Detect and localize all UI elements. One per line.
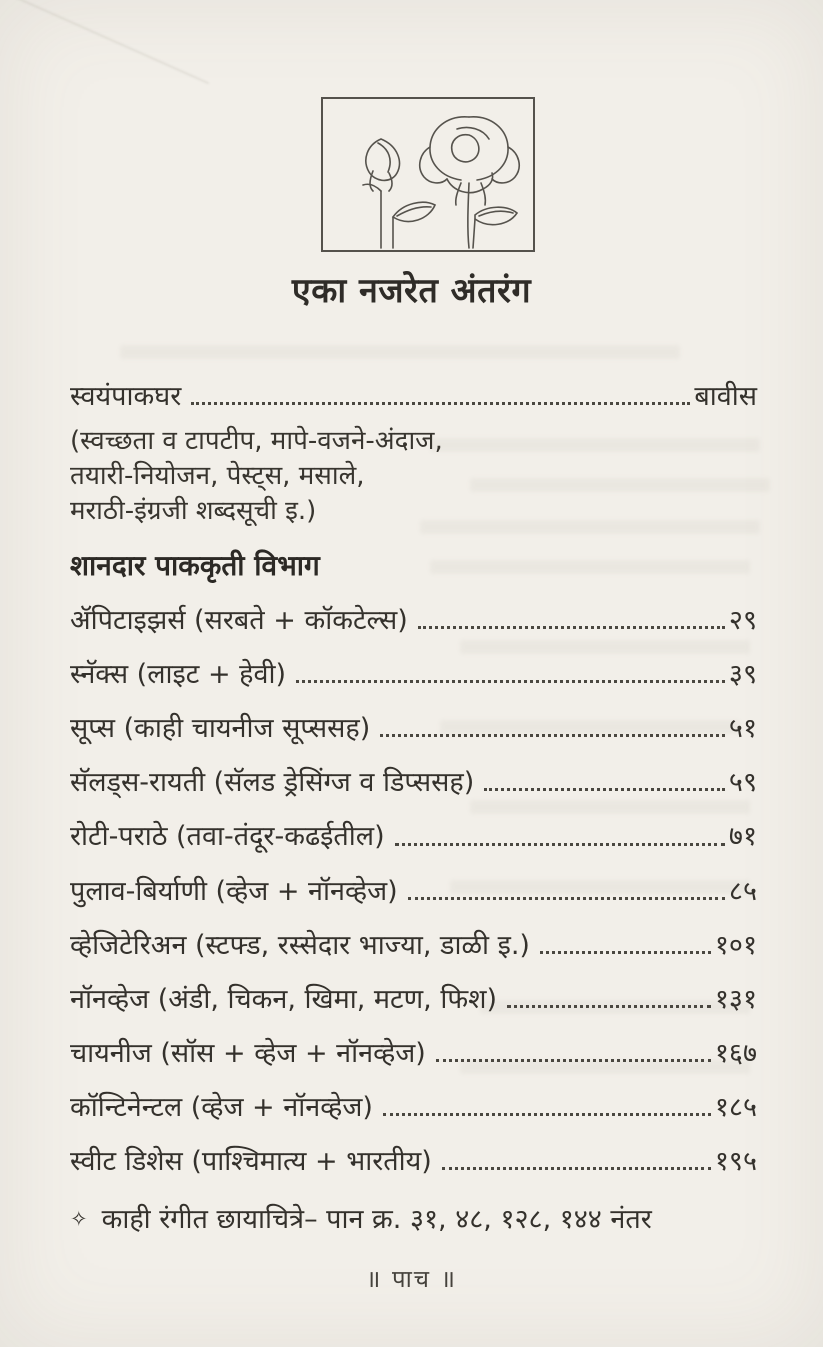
table-of-contents	[70, 362, 757, 1236]
scan-crease	[0, 0, 209, 84]
rose-illustration	[323, 99, 533, 250]
dot-leader	[442, 1167, 711, 1170]
toc-entry-page: बावीस	[694, 381, 757, 412]
toc-entry-subtitle	[70, 424, 757, 529]
rose-illustration-frame	[321, 97, 535, 252]
toc-entry-label: सूप्स (काही चायनीज सूप्ससह)	[70, 713, 371, 745]
toc-entry-label: रोटी-पराठे (तवा-तंदूर-कढईतील)	[70, 821, 385, 853]
toc-entry-page: ७१	[728, 821, 757, 853]
toc-entry-page: २९	[728, 605, 757, 637]
dot-leader	[507, 1005, 711, 1008]
toc-entry	[70, 1090, 757, 1125]
dot-leader	[540, 951, 711, 954]
dot-leader	[395, 843, 725, 846]
bleed-through	[120, 345, 680, 359]
toc-entry-page: ३९	[728, 659, 757, 691]
toc-entry-page: १९५	[714, 1146, 757, 1178]
toc-entries	[70, 603, 757, 1179]
toc-entry	[70, 1144, 757, 1179]
toc-entry-label: स्नॅक्स (लाइट + हेवी)	[70, 659, 287, 691]
toc-entry	[70, 982, 757, 1017]
toc-entry-page: ८५	[728, 875, 757, 907]
toc-entry	[70, 657, 757, 692]
toc-entry	[70, 379, 757, 414]
toc-entry-label: ॲपिटाइझर्स (सरबते + कॉकटेल्स)	[70, 605, 408, 637]
toc-entry-subtitle-line: तयारी-नियोजन, पेस्ट्स, मसाले,	[70, 461, 365, 492]
dot-leader	[408, 897, 725, 900]
toc-entry-label: व्हेजिटेरिअन (स्टफ्ड, रस्सेदार भाज्या, डाळी इ.)	[70, 929, 530, 961]
toc-entry-page: ५१	[728, 713, 757, 745]
toc-entry-label: पुलाव-बिर्याणी (व्हेज + नॉनव्हेज)	[70, 875, 398, 907]
toc-entry-subtitle-line: मराठी-इंग्रजी शब्दसूची इ.)	[70, 496, 317, 527]
toc-entry-label: चायनीज (सॉस + व्हेज + नॉनव्हेज)	[70, 1037, 426, 1069]
diamond-bullet-icon: ✧	[70, 1207, 88, 1232]
toc-entry	[70, 819, 757, 854]
toc-entry-label: सॅलड्स-रायती (सॅलड ड्रेसिंग्ज व डिप्ससह)	[70, 767, 475, 799]
toc-entry-label: कॉन्टिनेन्टल (व्हेज + नॉनव्हेज)	[70, 1091, 373, 1123]
color-photos-note	[70, 1199, 757, 1236]
toc-entry	[70, 1036, 757, 1071]
toc-entry-page: १३१	[714, 983, 757, 1015]
toc-entry-page: ५९	[728, 767, 757, 799]
note-text: काही रंगीत छायाचित्रे– पान क्र. ३१, ४८, १२८, १४४ नंतर	[101, 1204, 652, 1236]
toc-entry	[70, 711, 757, 746]
dot-leader	[436, 1059, 711, 1062]
dot-leader	[296, 680, 725, 683]
toc-entry-label: स्वीट डिशेस (पाश्चिमात्य + भारतीय)	[70, 1146, 432, 1178]
dot-leader	[383, 1113, 711, 1116]
dot-leader	[191, 402, 690, 405]
page-number-footer: ॥ पाच ॥	[365, 1265, 458, 1293]
toc-entry-page: १६७	[714, 1037, 757, 1069]
dot-leader	[418, 626, 725, 629]
toc-entry-page: १०१	[714, 929, 757, 961]
toc-entry	[70, 874, 757, 909]
toc-entry	[70, 603, 757, 638]
toc-entry-label: स्वयंपाकघर	[70, 381, 182, 412]
dot-leader	[380, 734, 725, 737]
section-heading: शानदार पाककृती विभाग	[70, 549, 320, 583]
page-title: एका नजरेत अंतरंग	[291, 271, 532, 311]
toc-entry-page: १८५	[714, 1091, 757, 1123]
toc-entry-label: नॉनव्हेज (अंडी, चिकन, खिमा, मटण, फिश)	[70, 983, 498, 1015]
toc-entry	[70, 928, 757, 963]
toc-entry	[70, 765, 757, 800]
dot-leader	[484, 788, 725, 791]
toc-entry-subtitle-line: (स्वच्छता व टापटीप, मापे-वजने-अंदाज,	[70, 426, 443, 457]
